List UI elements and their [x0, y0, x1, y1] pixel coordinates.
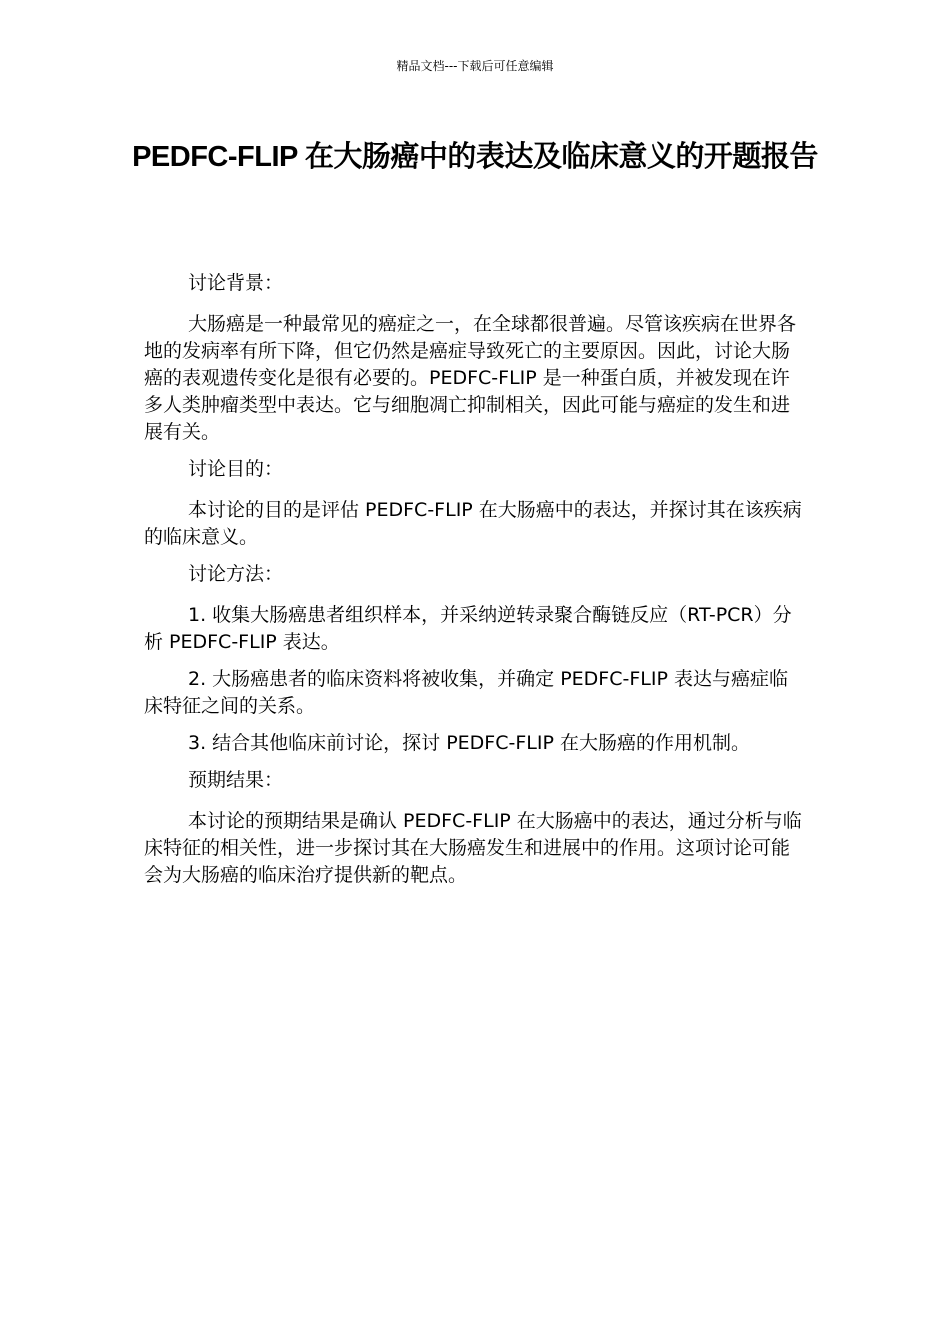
results-heading: 预期结果： — [188, 769, 284, 791]
document-body — [144, 270, 806, 899]
results-paragraph: 本讨论的预期结果是确认 PEDFC-FLIP 在大肠癌中的表达，通过分析与临床特征的相关性，进一步探讨其在大肠癌发生和进展中的作用。这项讨论可能会为大肠癌的临床治疗提供新的靶点。 — [144, 810, 802, 886]
methods-item-1: 1. 收集大肠癌患者组织样本，并采纳逆转录聚合酶链反应（RT-PCR）分析 PEDFC-FLIP 表达。 — [144, 604, 792, 653]
purpose-heading: 讨论目的： — [188, 458, 284, 480]
methods-item-2: 2. 大肠癌患者的临床资料将被收集，并确定 PEDFC-FLIP 表达与癌症临床特征之间的关系。 — [144, 668, 788, 717]
methods-item-3: 3. 结合其他临床前讨论，探讨 PEDFC-FLIP 在大肠癌的作用机制。 — [188, 732, 750, 754]
document-title: PEDFC-FLIP 在大肠癌中的表达及临床意义的开题报告 — [132, 141, 818, 173]
purpose-paragraph: 本讨论的目的是评估 PEDFC-FLIP 在大肠癌中的表达，并探讨其在该疾病的临床意义。 — [144, 499, 802, 548]
page-header: 精品文档---下载后可任意编辑 — [396, 59, 554, 73]
background-paragraph: 大肠癌是一种最常见的癌症之一，在全球都很普遍。尽管该疾病在世界各地的发病率有所下降，但它仍然是癌症导致死亡的主要原因。因此，讨论大肠癌的表观遗传变化是很有必要的。PEDFC-FLIP 是一种蛋白质，并被发现在许多人类肿瘤类型中表达。它与细胞凋亡抑制相关，因此可能与癌症的发生和进展有关。 — [144, 313, 797, 443]
methods-heading: 讨论方法： — [188, 563, 284, 585]
background-heading: 讨论背景： — [188, 272, 284, 294]
